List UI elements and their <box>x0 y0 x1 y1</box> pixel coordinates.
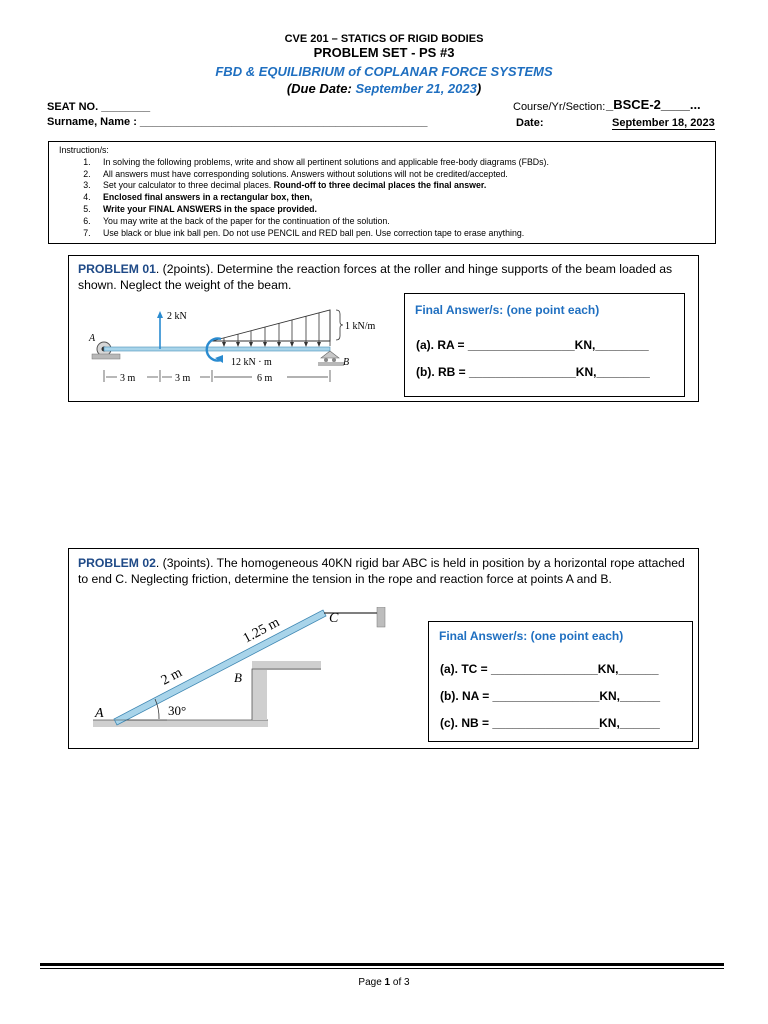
instruction-item: 1. In solving the following problems, write and show all pertinent solutions and applicable free-body diagrams (FBDs). <box>93 157 705 169</box>
beam <box>104 347 330 351</box>
instruction-item: 4. Enclosed final answers in a rectangular box, then, <box>93 192 705 204</box>
subtitle: FBD & EQUILIBRIUM of COPLANAR FORCE SYSTEMS <box>215 64 553 79</box>
instruction-item: 3. Set your calculator to three decimal places. Round-off to three decimal places the final answer. <box>93 180 705 192</box>
answer-na-field[interactable]: (b). NA = ________________KN,______ <box>440 689 661 703</box>
point-a-label: A <box>89 333 96 344</box>
problem-1-label: PROBLEM 01 <box>78 262 156 276</box>
date-label: Date: <box>516 117 544 129</box>
problem-1-figure <box>87 302 377 392</box>
instruction-item: 2. All answers must have corresponding solutions. Answers without solutions will not be credited/accepted. <box>93 169 705 181</box>
problem-2-figure <box>89 607 409 727</box>
instructions-box <box>48 141 716 244</box>
distributed-load-label: 1 kN/m <box>345 321 376 332</box>
course-title: CVE 201 – STATICS OF RIGID BODIES <box>284 33 484 45</box>
point-c-label: C <box>329 611 339 626</box>
problem-1-answer-box <box>404 293 685 397</box>
name-field[interactable]: Surname, Name : _______________________________________________ <box>47 116 428 128</box>
problem-2-answer-box <box>428 621 693 742</box>
due-date: September 21, 2023 <box>355 81 477 96</box>
answer-tc-field[interactable]: (a). TC = ________________KN,______ <box>440 662 659 676</box>
ground-a-icon <box>92 354 120 359</box>
step-wall <box>252 669 267 720</box>
instruction-item: 5. Write your FINAL ANSWERS in the space provided. <box>93 204 705 216</box>
footer-divider-thin <box>40 968 724 969</box>
roller-b-icon <box>321 351 339 358</box>
length-ab-label: 2 m <box>158 665 185 689</box>
instructions-list <box>59 157 705 240</box>
problem-set-title: PROBLEM SET - PS #3 <box>313 45 455 60</box>
dimension-3: 6 m <box>257 373 273 384</box>
instruction-item: 6. You may write at the back of the paper for the continuation of the solution. <box>93 216 705 228</box>
problem-2-text: PROBLEM 02. (3points). The homogeneous 40KN rigid bar ABC is held in position by a horizontal rope attached to end C. Neglecting friction, determine the tension in the rope and reaction force at points A and B. <box>78 556 685 586</box>
angle-label: 30° <box>168 703 187 718</box>
length-bc-label: 1.25 m <box>240 615 283 647</box>
page-number: Page 1 of 3 <box>358 977 410 988</box>
point-b-label: B <box>343 357 350 368</box>
rope-anchor-wall <box>377 607 385 627</box>
answer-title: Final Answer/s: (one point each) <box>439 629 624 643</box>
answer-nb-field[interactable]: (c). NB = ________________KN,______ <box>440 716 660 730</box>
footer-divider <box>40 963 724 966</box>
moment-label: 12 kN · m <box>231 357 272 368</box>
point-b-label: B <box>234 670 242 685</box>
problem-2-label: PROBLEM 02 <box>78 556 156 570</box>
seat-number-field[interactable]: SEAT NO. ________ <box>47 101 151 113</box>
answer-ra-field[interactable]: (a). RA = ________________KN,________ <box>416 338 649 352</box>
point-a-label: A <box>95 706 104 721</box>
course-section-label: Course/Yr/Section: <box>513 101 606 113</box>
force-label: 2 kN <box>167 311 187 322</box>
answer-rb-field[interactable]: (b). RB = ________________KN,________ <box>416 365 650 379</box>
dimension-2: 3 m <box>175 373 191 384</box>
problem-1-box <box>68 255 699 402</box>
date-value[interactable]: September 18, 2023 <box>612 117 715 129</box>
instruction-item: 7. Use black or blue ink ball pen. Do not use PENCIL and RED ball pen. Use correction tape to erase anything. <box>93 228 705 240</box>
distributed-load <box>212 310 330 341</box>
answer-title: Final Answer/s: (one point each) <box>415 303 600 317</box>
instructions-title: Instruction/s: <box>59 145 109 155</box>
due-date-line: (Due Date: September 21, 2023) <box>286 81 482 96</box>
problem-1-text: PROBLEM 01. (2points). Determine the reaction forces at the roller and hinge supports of the beam loaded as shown. Neglect the weight of the beam. <box>78 262 673 292</box>
dimension-1: 3 m <box>120 373 136 384</box>
problem-2-box <box>68 548 699 749</box>
course-section-value[interactable]: _BSCE-2____... <box>606 97 701 112</box>
